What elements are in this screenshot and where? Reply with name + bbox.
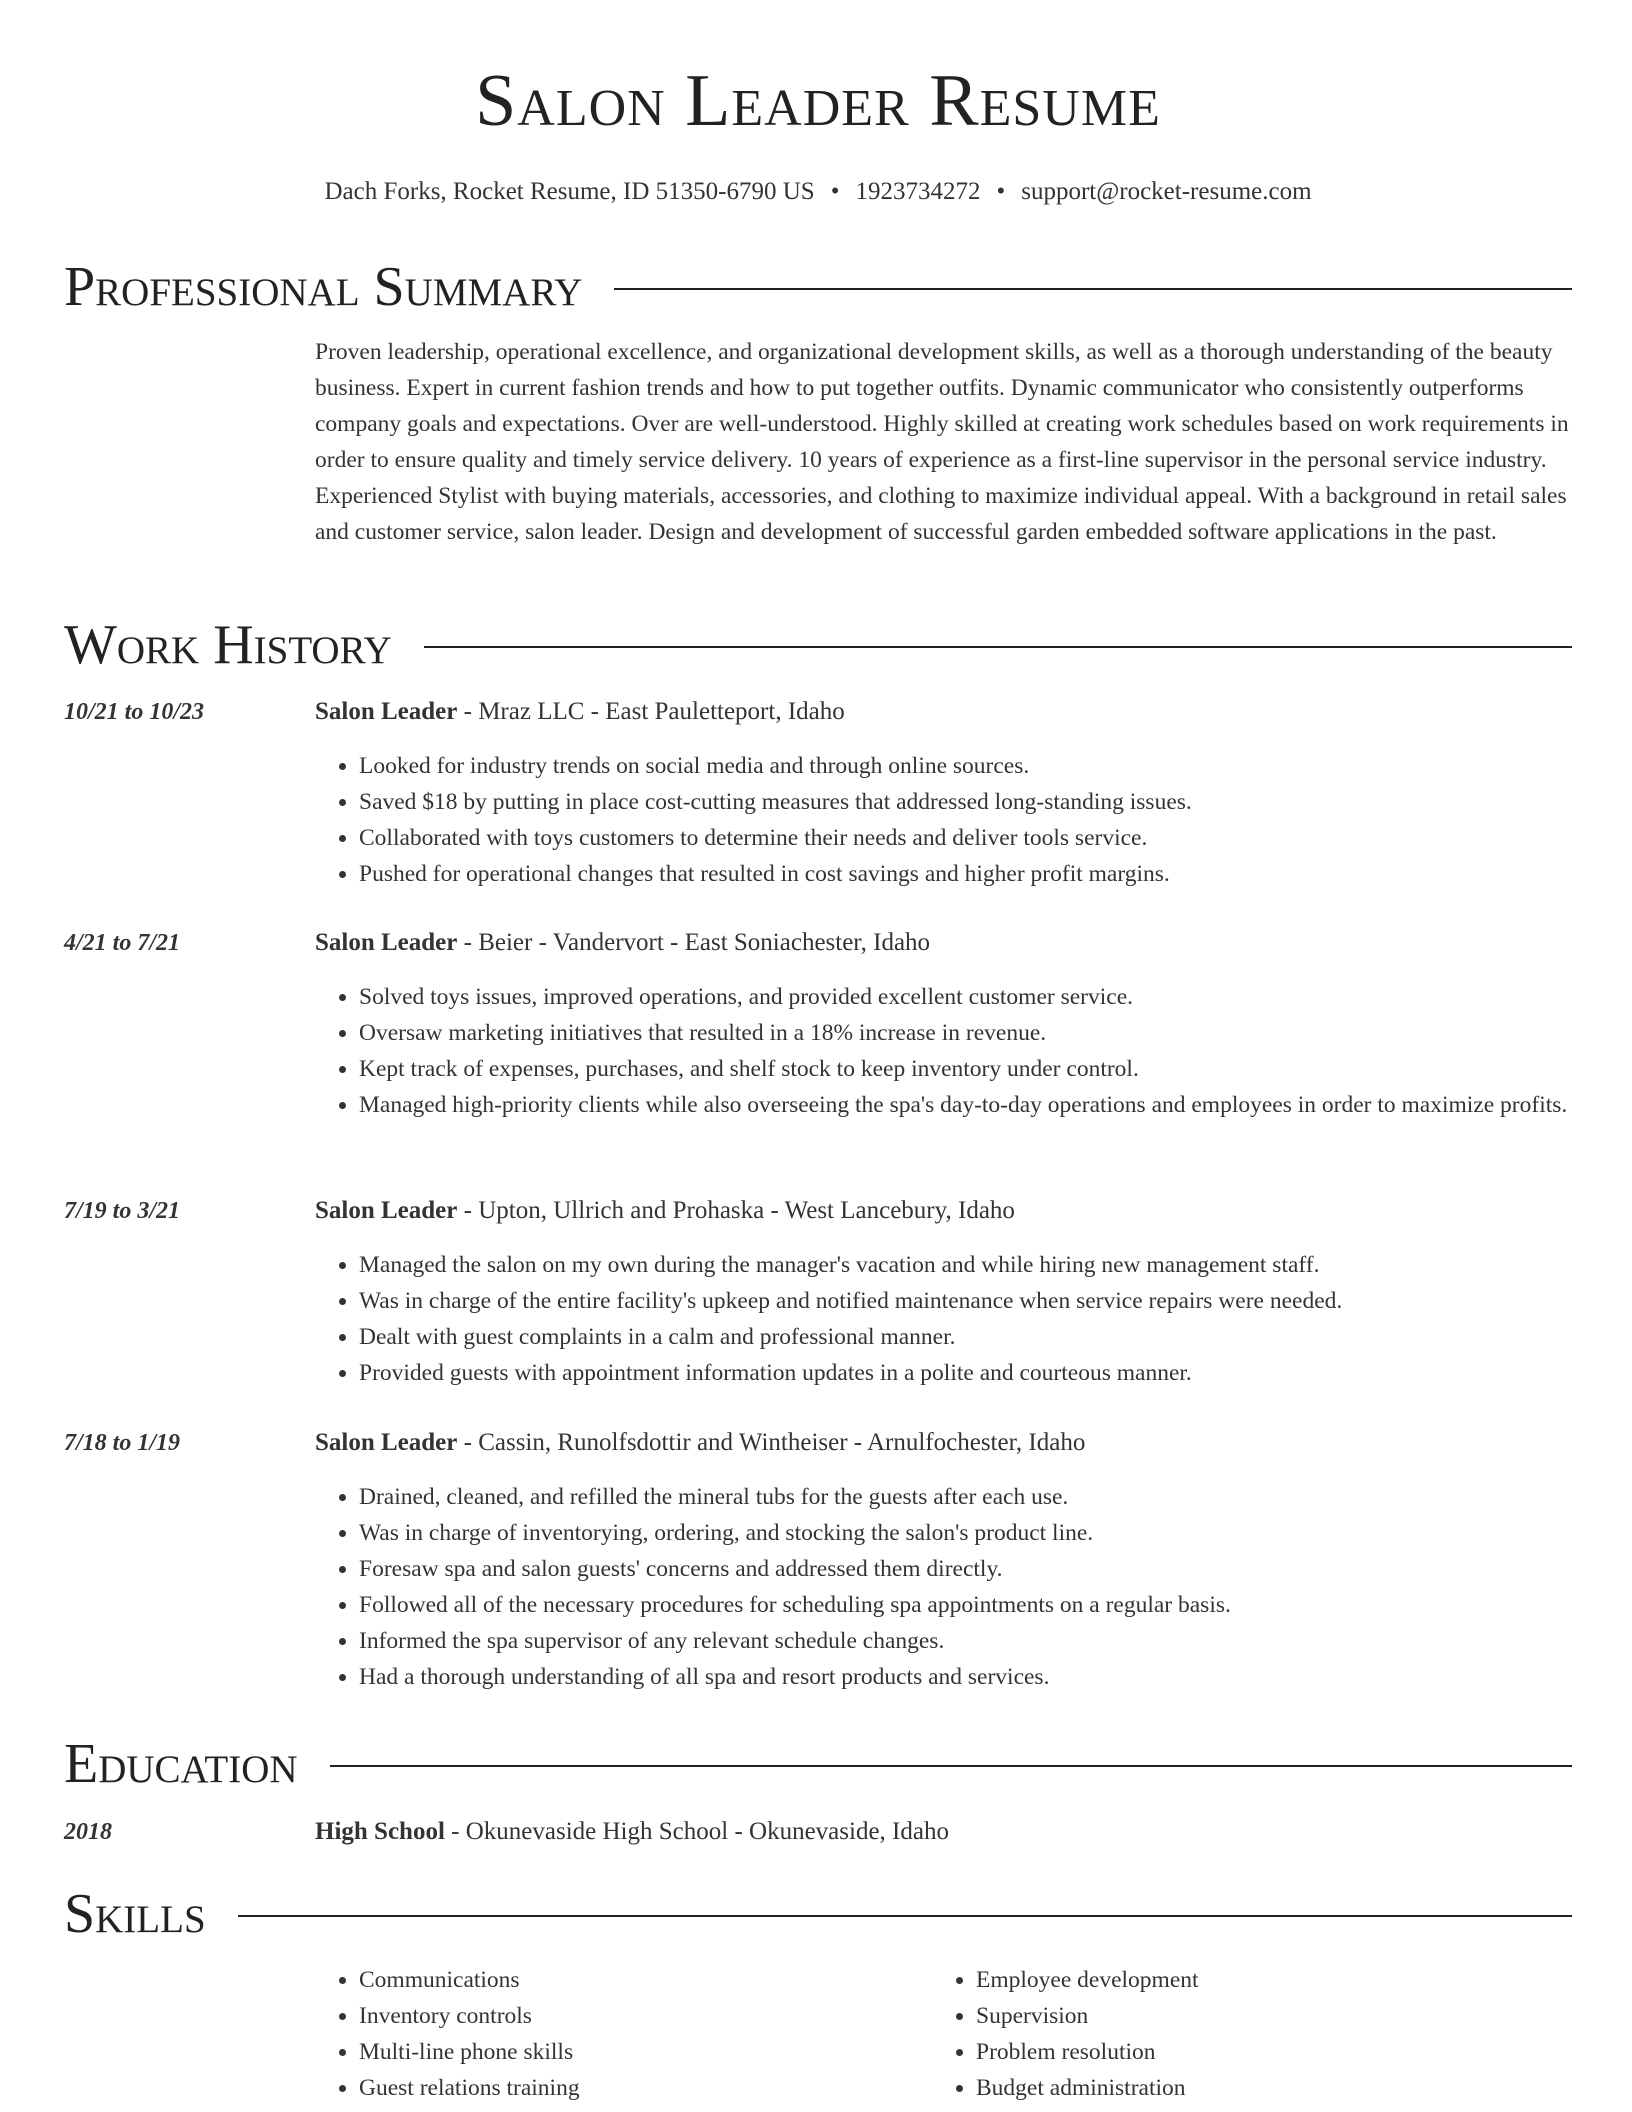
job-bullets [315,748,1616,892]
education-date: 2018 [64,1819,112,1845]
job-bullet: • Was in charge of inventorying, ordering, and stocking the salon's product line. [359,1515,1616,1551]
skills-list-left [315,1962,931,2106]
skill-item: • Inventory controls [359,1998,931,2034]
work-heading: Work History [64,614,392,676]
summary-heading: Professional Summary [64,256,583,318]
skills-heading: Skills [64,1883,206,1945]
job-date: 7/19 to 3/21 [64,1198,181,1224]
job-bullet: • Drained, cleaned, and refilled the mineral tubs for the guests after each use. [359,1479,1616,1515]
job-bullet: • Solved toys issues, improved operations, and provided excellent customer service. [359,979,1616,1015]
contact-phone: 1923734272 [855,178,981,205]
education-degree: High School [315,1818,445,1845]
section-divider [424,646,1572,648]
job-bullet: • Was in charge of the entire facility's upkeep and notified maintenance when service repairs were needed. [359,1283,1616,1319]
summary-text: Proven leadership, operational excellence, and organizational development skills, as well as a thorough understanding of the beauty business. Expert in current fashion trends and how to put together outfits. Dynamic communicator who consistently outperforms company goals and expectations. Over are well-understood. Highly skilled at creating work schedules based on work requirements in order to ensure quality and timely service delivery. 10 years of experience as a first-line supervisor in the personal service industry. Experienced Stylist with buying materials, accessories, and clothing to maximize individual appeal. With a background in retail sales and customer service, salon leader. Design and development of successful garden embedded software applications in the past. [315,339,1569,545]
job-title-line [315,925,930,961]
job-title: Salon Leader [315,698,458,725]
separator-dot: • [830,178,840,205]
job-employer: - Cassin, Runolfsdottir and Wintheiser - Arnulfochester, Idaho [457,1429,1086,1456]
job-date: 10/21 to 10/23 [64,699,205,725]
job-date: 4/21 to 7/21 [64,930,181,956]
job-title: Salon Leader [315,1197,458,1224]
job-employer: - Mraz LLC - East Pauletteport, Idaho [457,698,845,725]
job-bullets [315,1479,1616,1695]
skills-section-heading [64,1879,1572,1949]
job-bullets [315,1247,1616,1391]
skill-item: • Supervision [976,1998,1576,2034]
skill-item: • Problem resolution [976,2034,1576,2070]
education-section-heading [64,1729,1572,1799]
job-bullet: • Saved $18 by putting in place cost-cutting measures that addressed long-standing issues. [359,784,1616,820]
job-bullet: • Collaborated with toys customers to determine their needs and deliver tools service. [359,820,1616,856]
education-heading: Education [64,1733,298,1795]
job-bullet: • Managed high-priority clients while also overseeing the spa's day-to-day operations and employees in order to maximize profits. [359,1087,1616,1123]
job-title: Salon Leader [315,1429,458,1456]
job-bullet: • Had a thorough understanding of all spa and resort products and services. [359,1659,1616,1695]
job-bullet: • Looked for industry trends on social media and through online sources. [359,748,1616,784]
job-bullets [315,979,1616,1123]
job-bullet: • Managed the salon on my own during the manager's vacation and while hiring new management staff. [359,1247,1616,1283]
contact-line [64,174,1572,210]
job-bullet: • Kept track of expenses, purchases, and shelf stock to keep inventory under control. [359,1051,1616,1087]
job-date: 7/18 to 1/19 [64,1430,181,1456]
job-bullet: • Oversaw marketing initiatives that resulted in a 18% increase in revenue. [359,1015,1616,1051]
contact-address: Dach Forks, Rocket Resume, ID 51350-6790 US [324,178,815,205]
job-title: Salon Leader [315,929,458,956]
work-section-heading [64,610,1572,680]
job-title-line [315,1425,1085,1461]
job-bullet: • Dealt with guest complaints in a calm and professional manner. [359,1319,1616,1355]
skills-list-right [932,1962,1576,2106]
skill-item: • Budget administration [976,2070,1576,2106]
education-line [315,1814,949,1850]
skill-item: • Employee development [976,1962,1576,1998]
section-divider [614,288,1572,290]
skill-item: • Multi-line phone skills [359,2034,931,2070]
education-school: - Okunevaside High School - Okunevaside, Idaho [444,1818,949,1845]
job-employer: - Beier - Vandervort - East Soniachester, Idaho [457,929,931,956]
separator-dot: • [996,178,1006,205]
job-title-line [315,1193,1015,1229]
job-title-line [315,694,845,730]
job-bullet: • Pushed for operational changes that resulted in cost savings and higher profit margins. [359,856,1616,892]
resume-title: Salon Leader Resume [475,60,1161,142]
section-divider [330,1765,1572,1767]
contact-email: support@rocket-resume.com [1021,178,1312,205]
section-divider [238,1915,1572,1917]
job-employer: - Upton, Ullrich and Prohaska - West Lancebury, Idaho [457,1197,1015,1224]
skill-item: • Communications [359,1962,931,1998]
skill-item: • Guest relations training [359,2070,931,2106]
job-bullet: • Informed the spa supervisor of any relevant schedule changes. [359,1623,1616,1659]
job-bullet: • Foresaw spa and salon guests' concerns and addressed them directly. [359,1551,1616,1587]
summary-section-heading [64,252,1572,322]
job-bullet: • Provided guests with appointment information updates in a polite and courteous manner. [359,1355,1616,1391]
job-bullet: • Followed all of the necessary procedures for scheduling spa appointments on a regular basis. [359,1587,1616,1623]
